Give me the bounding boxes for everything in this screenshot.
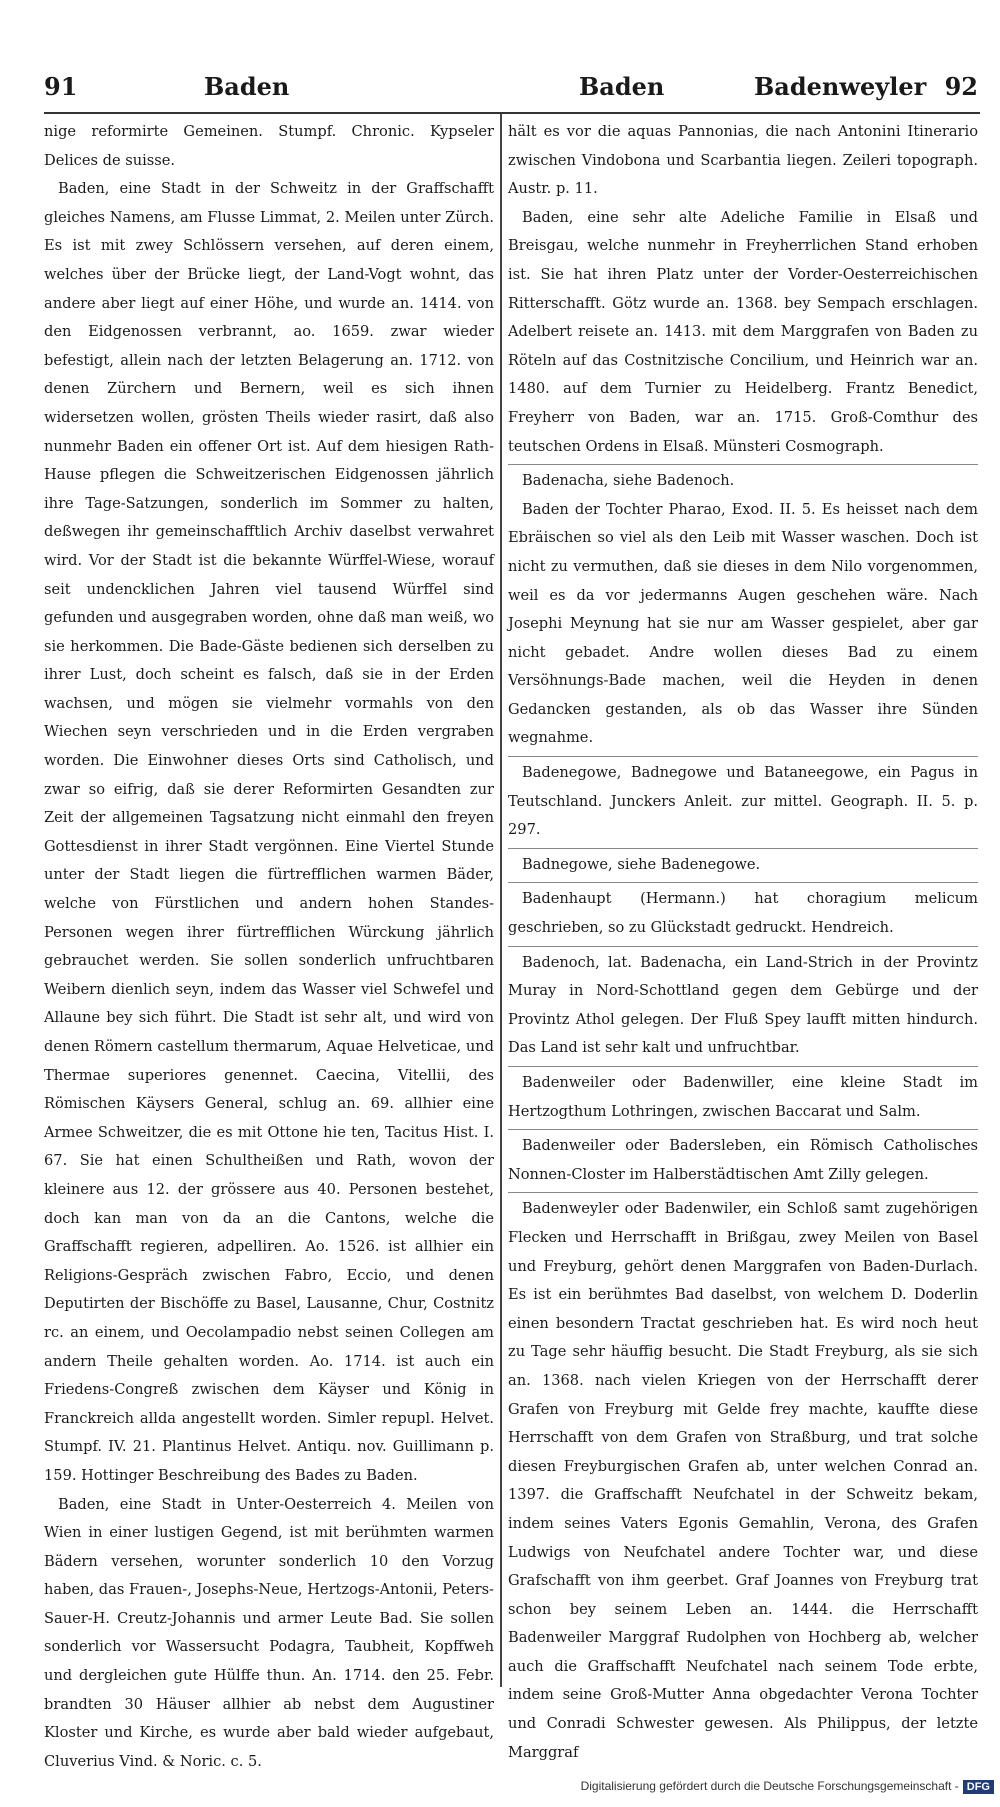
entry-separator: [508, 1192, 978, 1193]
entry-separator: [508, 882, 978, 883]
entry-separator: [508, 1129, 978, 1130]
column-divider: [500, 114, 502, 1687]
entry-baden-schweitz: Baden, eine Stadt in der Schweitz in der Graffschafft gleiches Namens, am Flusse Limmat, 2. Meilen unter Zürch. Es ist mit zwey Schlössern versehen, auf deren einem, welches über der Brücke liegt, der Land-Vogt wohnt, das andere aber liegt auf einer Höhe, und wurde an. 1414. von den Eidgenossen verbrannt, ao. 1659. zwar wieder befestigt, allein nach der letzten Belagerung an. 1712. von denen Zürchern und Bernern, weil es sich ihnen widersetzen wollen, grösten Theils wieder rasirt, daß also nunmehr Baden ein offener Ort ist. Auf dem hiesigen Rath-Hause pflegen die Schweitzerischen Eidgenossen jährlich ihre Tage-Satzungen, sonderlich im Sommer zu halten, deßwegen ihr gemeinschafftlich Archiv daselbst verwahret wird. Vor der Stadt ist die bekannte Würffel-Wiese, worauf seit undencklichen Jahren viel tausend Würffel sind gefunden und ausgegraben worden, ohne daß man weiß, wo sie herkommen. Die Bade-Gäste bedienen sich derselben zu ihrer Lust, doch scheint es falsch, daß sie in der Erden wachsen, und mögen sie vielmehr vormahls von den Wiechen seyn verschrieden und in die Erden vergraben worden. Die Einwohner dieses Orts sind Catholisch, und zwar so eifrig, daß sie derer Reformirten Gesandten zur Zeit der allgemeinen Tagsatzung nicht einmahl den freyen Gottesdienst in ihrer Stadt vergönnen. Eine Viertel Stunde unter der Stadt liegen die fürtrefflichen warmen Bäder, welche von Fürstlichen und andern hohen Standes-Personen wegen ihrer fürtrefflichen Würckung jährlich gebrauchet werden. Sie sollen sonderlich unfruchtbaren Weibern dienlich seyn, indem das Wasser viel Schwefel und Allaune bey sich führt. Die Stadt ist sehr alt, und wird von denen Römern castellum thermarum, Aquae Helveticae, und Thermae superiores genennet. Caecina, Vitellii, des Römischen Käysers General, schlug an. 69. allhier eine Armee Schweitzer, die es mit Ottone hie ten, Tacitus Hist. I. 67. Sie hat einen Schultheißen und Rath, wovon der kleinere aus 12. der grössere aus 40. Personen bestehet, doch kan man von da an die Cantons, welche die Graffschafft regieren, adpelliren. Ao. 1526. ist allhier ein Religions-Gespräch zwischen Fabro, Eccio, und denen Deputirten der Bischöffe zu Basel, Lausanne, Chur, Costnitz rc. an einem, und Oecolampadio nebst seinen Collegen am andern Theile gehalten worden. Ao. 1714. ist auch ein Friedens-Congreß zwischen dem Käyser und König in Franckreich allda angestellt worden. Simler repupl. Helvet. Stumpf. IV. 21. Plantinus Helvet. Antiqu. nov. Guillimann p. 159. Hottinger Beschreibung des Bades zu Baden.: [44, 180, 494, 1484]
entry-baden-oesterreich: Baden, eine Stadt in Unter-Oesterreich 4. Meilen von Wien in einer lustigen Gegend, ist mit berühmten warmen Bädern versehen, worunter sonderlich 10 den Vorzug haben, das Frauen-, Josephs-Neue, Hertzogs-Antonii, Peters-Sauer-H. Creutz-Johannis und armer Leute Bad. Sie sollen sonderlich vor Wassersucht Podagra, Taubheit, Kopffweh und dergleichen gute Hülffe thun. An. 1714. den 25. Febr. brandten 30 Häuser allhier ab nebst dem Augustiner Kloster und Kirche, es wurde aber bald wieder aufgebaut, Cluverius Vind. & Noric. c. 5.: [44, 1495, 494, 1770]
right-column: [508, 118, 978, 1761]
entry-badenweyler: Badenweyler oder Badenwiler, ein Schloß samt zugehörigen Flecken und Herrschafft in Brißgau, zwey Meilen von Basel und Freyburg, gehört denen Marggrafen von Baden-Durlach. Es ist ein berühmtes Bad daselbst, von welchem D. Doderlin einen besondern Tractat geschrieben hat. Es wird noch heut zu Tage sehr häuffig besucht. Die Stadt Freyburg, als sie sich an. 1368. nach vielen Kriegen von der Herrschafft derer Grafen von Freyburg mit Gelde frey machte, kauffte diese Herrschafft von dem Grafen von Straßburg, und trat solche diesen Freyburgischen Grafen ab, unter welchen Conrad an. 1397. die Graffschafft Neufchatel in der Schweitz bekam, indem seines Vaters Egonis Gemahlin, Verona, des Grafen Ludwigs von Neufchatel andere Tochter war, und diese Grafschafft von ihm geerbet. Graf Joannes von Freyburg trat schon bey seinem Leben an. 1444. die Herrschafft Badenweiler Marggraf Rudolphen von Hochberg ab, welcher auch die Graffschafft Neufchatel nach seinem Tode erbte, indem seine Groß-Mutter Anna obgedachter Verona Tochter und Conradi Schwester gewesen. Als Philippus, der letzte Marggraf: [508, 1200, 978, 1761]
entry-separator: [508, 848, 978, 849]
left-column: [44, 118, 494, 1770]
entry-continuation-right: hält es vor die aquas Pannonias, die nach Antonini Itinerario zwischen Vindobona und Scarbantia liegen. Zeileri topograph. Austr. p. 11.: [508, 123, 978, 198]
entry-badenweiler-kloster: Badenweiler oder Badersleben, ein Römisch Catholisches Nonnen-Closter im Halberstädtischen Amt Zilly gelegen.: [508, 1137, 978, 1183]
entry-badnegowe: Badnegowe, siehe Badenegowe.: [522, 855, 761, 873]
running-header: [44, 72, 978, 112]
header-rule: [44, 112, 980, 114]
entry-separator: [508, 946, 978, 947]
entry-baden-familie: Baden, eine sehr alte Adeliche Familie in Elsaß und Breisgau, welche nunmehr in Freyherrlichen Stand erhoben ist. Sie hat ihren Platz unter der Vorder-Oesterreichischen Ritterschafft. Götz wurde an. 1368. bey Sempach erschlagen. Adelbert reisete an. 1413. mit dem Marggrafen von Baden zu Röteln auf das Costnitzische Concilium, und Heinrich war an. 1480. auf dem Turnier zu Heidelberg. Frantz Benedict, Freyherr von Baden, war an. 1715. Groß-Comthur des teutschen Ordens in Elsaß. Münsteri Cosmograph.: [508, 208, 978, 455]
entry-separator: [508, 464, 978, 465]
entry-badenoch: Badenoch, lat. Badenacha, ein Land-Strich in der Provintz Muray in Nord-Schottland gegen dem Gebürge und der Provintz Athol gelegen. Der Fluß Spey laufft mitten hindurch. Das Land ist sehr kalt und unfruchtbar.: [508, 953, 978, 1057]
entry-separator: [508, 1066, 978, 1067]
footer-credit-text: Digitalisierung gefördert durch die Deutsche Forschungsgemeinschaft -: [580, 1779, 959, 1793]
digitization-footer: [560, 1779, 994, 1803]
entry-badenweiler-lothringen: Badenweiler oder Badenwiller, eine kleine Stadt im Hertzogthum Lothringen, zwischen Baccarat und Salm.: [508, 1074, 978, 1120]
right-running-title-last: Badenweyler: [754, 72, 927, 101]
entry-separator: [508, 756, 978, 757]
dfg-logo: DFG: [963, 1780, 994, 1794]
left-page-number: 91: [44, 72, 78, 101]
entry-badenacha: Badenacha, siehe Badenoch.: [522, 472, 735, 490]
right-page-number: 92: [944, 72, 978, 101]
right-running-title-first: Baden: [579, 72, 665, 101]
entry-baden-tochter: Baden der Tochter Pharao, Exod. II. 5. Es heisset nach dem Ebräischen so viel als den Leib mit Wasser waschen. Doch ist nicht zu vermuthen, daß sie dieses in dem Nilo vorgenommen, weil es da vor jedermanns Augen geschehen wäre. Nach Josephi Meynung hat sie nur am Wasser gespielet, aber gar nicht gebadet. Andre wollen dieses Bad zu einem Versöhnungs-Bade machen, weil die Heyden in denen Gedancken gestanden, als ob das Wasser ihre Sünden wegnahme.: [508, 500, 978, 747]
entry-badenegowe: Badenegowe, Badnegowe und Bataneegowe, ein Pagus in Teutschland. Junckers Anleit. zur mittel. Geograph. II. 5. p. 297.: [508, 764, 978, 839]
entry-badenhaupt: Badenhaupt (Hermann.) hat choragium melicum geschrieben, so zu Glückstadt gedruckt. Hendreich.: [508, 890, 978, 937]
entry-continuation-left: nige reformirte Gemeinen. Stumpf. Chronic. Kypseler Delices de suisse.: [44, 123, 494, 169]
left-running-title: Baden: [204, 72, 290, 101]
